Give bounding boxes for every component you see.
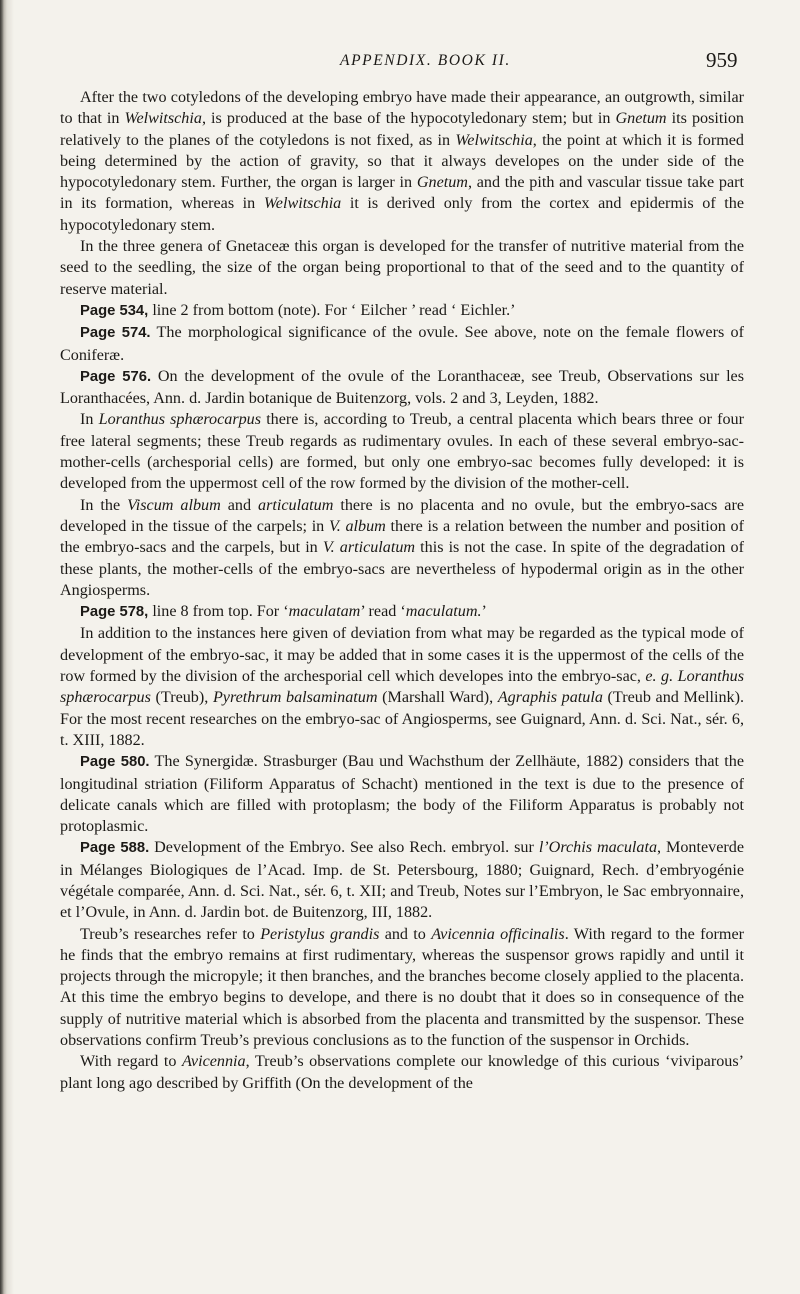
text-run: , Treub’s observations complete our knowledge of this curious ‘viviparous’ plant long ago described by Griffith (On the development of the [60,1053,745,1092]
italic-text: l’Orchis maculata [538,839,658,857]
italic-text: Viscum album [127,496,221,514]
running-head: APPENDIX. BOOK II. [340,52,511,69]
paragraph [60,924,744,1052]
text-run: After the two cotyledons of the developing embryo have made their appearance, an outgrowth, similar to that in [60,89,744,128]
page-reference: Page 588. [80,840,150,857]
text-run: this is not the case. In spite of the degradation of these plants, the mother-cells of the embryo-sacs are nevertheless of hypodermal origin as in the other Angiosperms. [60,539,744,599]
text-run: Development of the Embryo. See also Rech. embryol. sur [149,839,539,857]
text-run: In the [80,496,128,514]
text-run: In [80,411,99,429]
paragraph [60,300,744,322]
paragraph [60,1051,744,1094]
italic-text: Gnetum [416,174,468,192]
italic-text: Loranthus sphærocarpus [98,411,262,429]
page-binding-edge [0,0,14,1294]
italic-text: Welwitschia [124,110,202,128]
paragraph [60,87,744,236]
paragraph [60,837,744,923]
text-run: , is produced at the base of the hypocotyledonary stem; but in [201,110,616,128]
text-run: In addition to the instances here given of deviation from what may be regarded as the typical mode of development of the embryo-sac, it may be added that in some cases it is the uppermost of the cells of the row formed by the division of the archesporial cell which developes into the embryo-sac, [60,625,744,686]
page-number: 959 [706,48,738,72]
paragraph [60,601,744,623]
text-run: its position relatively to the planes of the cotyledons is not fixed, as in [60,110,744,149]
text-run: The Synergidæ. Strasburger (Bau und Wachsthum der Zellhäute, 1882) considers that the longitudinal striation (Filiform Apparatus of Schacht) mentioned in the text is due to the presence of delicate canals which are filled with protoplasm; the body of the Filiform Apparatus is probably not protoplasmic. [60,753,744,836]
italic-text: maculatum. [405,603,482,621]
italic-text: Avicennia officinalis [431,925,565,943]
italic-text: Loranthus sphærocarpus [60,668,744,707]
text-run: The morphological significance of the ovule. See above, note on the female flowers of Coniferæ. [60,324,744,364]
text-run: ’ [481,603,487,621]
text-run: , the point at which it is formed being determined by the action of gravity, so that it always developes on the under side of the hypocotyledonary stem. Further, the organ is larger in [60,131,745,192]
page-reference: Page 576. [80,368,152,385]
text-run: there is a relation between the number and position of the embryo-sacs and the carpels, but in [60,517,744,557]
text-run: , and the pith and vascular tissue take part in its formation, whereas in [60,174,744,213]
text-run: , Monteverde in Mélanges Biologiques de l’Acad. Imp. de St. Petersbourg, 1880; Guignard, Rech. d’embryogénie végétale comparée, Ann. d. Sci. Nat., sér. 6, t. XII; and Treub, Notes sur l’Embryon, le Sac embryonnaire, et l’Ovule, in Ann. d. Jardin bot. de Buitenzorg, III, 1882. [60,839,744,922]
italic-text: Welwitschia [263,195,342,213]
text-run: there is, according to Treub, a central placenta which bears three or four free lateral segments; these Treub regards as rudimentary ovules. In each of these several embryo-sac-mother-cells (archesporial cells) are formed, but only one embryo-sac becomes fully developed: it is developed from the uppermost cell of the row formed by the division of the mother-cell. [60,411,744,493]
text-run: (Treub and Mellink). For the most recent researches on the embryo-sac of Angiosperms, see Guignard, Ann. d. Sci. Nat., sér. 6, t. XIII, 1882. [60,689,744,749]
text-run: and [220,496,259,514]
italic-text: Gnetum [615,110,667,128]
page-reference: Page 534, [80,302,149,319]
italic-text: Avicennia [181,1053,246,1071]
text-run: (Treub), [150,689,213,707]
body-text [60,87,744,1094]
italic-text: Pyrethrum balsaminatum [212,689,378,707]
text-run: line 8 from top. For ‘ [148,603,289,621]
italic-text: V. album [328,517,386,535]
page-reference: Page 578, [80,604,149,621]
paragraph [60,322,744,366]
italic-text: Agraphis patula [497,689,603,707]
text-run: In the three genera of Gnetaceæ this organ is developed for the transfer of nutritive material from the seed to the seedling, the size of the organ being proportional to that of the seed and to the quantity of reserve material. [60,238,744,298]
text-run: On the development of the ovule of the Loranthaceæ, see Treub, Observations sur les Loranthacées, Ann. d. Jardin botanique de Buitenzorg, vols. 2 and 3, Leyden, 1882. [60,367,745,408]
page-reference: Page 574. [80,325,151,342]
paragraph [60,409,744,494]
text-run: Treub’s researches refer to [80,925,261,943]
text-run: and to [379,925,432,943]
text-run: it is derived only from the cortex and epidermis of the hypocotyledonary stem. [60,195,744,234]
text-run: there is no placenta and no ovule, but the embryo-sacs are developed in the tissue of the carpels; in [60,496,745,535]
italic-text: Welwitschia [455,131,533,149]
italic-text: V. articulatum [322,539,416,557]
page-header [0,46,800,76]
text-run: ’ read ‘ [360,603,406,621]
paragraph [60,751,744,837]
italic-text: articulatum [258,496,334,514]
text-run: With regard to [80,1053,182,1071]
paragraph [60,495,744,601]
italic-text: e. g. [645,668,674,686]
paragraph [60,366,744,410]
paragraph [60,623,744,751]
page-reference: Page 580. [80,754,150,771]
italic-text: maculatam [288,603,361,621]
text-run: (Marshall Ward), [377,689,498,707]
text-run: line 2 from bottom (note). For ‘ Eilcher ’ read ‘ Eichler.’ [148,301,516,319]
text-run: . With regard to the former he finds that the embryo remains at first rudimentary, whereas the suspensor grows rapidly and until it projects through the micropyle; it then branches, and the branches become closely applied to the placenta. At this time the embryo begins to develope, and there is no doubt that it does so in consequence of the supply of nutritive material which is absorbed from the placenta and transmitted by the suspensor. These observations confirm Treub’s previous conclusions as to the function of the suspensor in Orchids. [60,925,745,1050]
italic-text: Peristylus grandis [260,925,380,943]
paragraph [60,236,744,300]
